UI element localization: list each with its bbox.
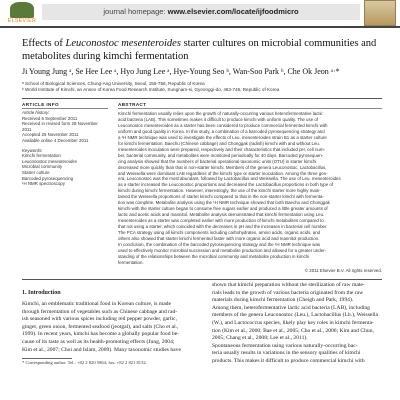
abstract-body (118, 111, 382, 266)
publisher-tree-icon (10, 2, 34, 18)
abstract-line: tained the Weissella proportions of starter kimchi compared to that in the non-starter kimchi with fermenta- (118, 194, 324, 200)
body-column-left (22, 290, 192, 365)
paragraph-line: rials leads to the growth of various bacteria originated from the raw (212, 289, 364, 296)
introduction-text-left (22, 301, 192, 354)
paragraph-line: Spontaneous fermentation using various naturally-occurring bac- (212, 342, 358, 349)
paragraph-line: tion (Kim et al., 2000; Bae et al., 2005; Cho et al., 2006; Kim and Chun, (212, 327, 374, 334)
corresponding-author-footnote: * Corresponding author. Tel.: +82 2 820 5864; fax: +82 2 821 8132. (22, 359, 147, 365)
section-divider (22, 98, 382, 99)
abstract-line: The PCA strategy using all kimchi components including carbohydrates, amino acids, organic acids, and (118, 230, 321, 236)
author-list[interactable]: Ji Young Jung ᵃ, Se Hee Lee ᵃ, Hyo Jung Lee ᵃ, Hye-Young Seo ᵇ, Wan-Soo Park ᵇ, Che Ok Jeon ᵃ·* (22, 67, 340, 76)
abstract-line: tion was complete. Metabolite analysis using the ¹H NMR technique showed that both Baechu and Chonggak (118, 200, 330, 206)
paragraph-line: products. This makes it difficult to produce commercial kimchi with (212, 357, 365, 364)
affiliation-a: ᵃ School of Biological Sciences, Chung-Ang University, Seoul, 156-756, Republic of Korea (22, 81, 205, 86)
journal-homepage-text (42, 7, 360, 16)
footnote-divider (22, 358, 72, 359)
abstract-line: standing of the relationships between the microbial community and metabolite production in kimchi (118, 253, 310, 259)
journal-homepage-bar (42, 4, 360, 20)
article-info-heading: ARTICLE INFO (22, 102, 108, 109)
keywords-label: Keywords: (22, 147, 43, 153)
title-line-1: Effects of Leuconostoc mesenteroides starter cultures on microbial communities and (22, 38, 377, 49)
abstract-line: uniform and good quality in Korea. In this study, a combination of a barcoded pyrosequencing strategy and (118, 128, 325, 134)
abstract-panel (118, 102, 382, 273)
journal-cover-thumbnail[interactable] (364, 0, 396, 26)
paragraph-line: cause of its taste as well as its health-promoting effects (Jung, 2004; (22, 338, 175, 345)
abstract-line: a ¹H NMR technique was used to investigate the effects of Leu. mesenteroides strain B1 as a starter culture (118, 134, 327, 140)
abstract-line: for kimchi fermentation. Baechu (Chinese cabbage) and Chonggak (radish) kimchi with and without Leu. (118, 140, 321, 146)
abstract-line: In conclusion, the combination of the barcoded pyrosequencing strategy and the ¹H NMR technique was (118, 241, 321, 247)
abstract-heading: ABSTRACT (118, 102, 382, 109)
paragraph-line: Among them, heterofermentative lactic acid bacteria (LAB), including (212, 304, 370, 311)
paragraph-line: (W.), and Lactococcus species, likely play key roles in kimchi fermenta- (212, 319, 374, 326)
history-label: Article history: (22, 110, 50, 115)
introduction-text-right (212, 282, 382, 366)
abstract-line: that not using a starter, which coincided with the decreases in pH and the increases in bacterial cell number. (118, 224, 328, 230)
abstract-line: decreased more quickly than that in non-starter kimchi. Members of the genera Leuconostoc, Lactobacillus, (118, 164, 327, 170)
abstract-line: lactic and acetic acids and mannitol. Metabolite analysis demonstrated that kimchi fermentation using Leu. (118, 212, 325, 218)
abstract-line: fermentation. (118, 259, 144, 265)
paragraph-line: ginger, green onion, fermented seafood (jeotgal), and salts (Cho et al., (22, 323, 179, 330)
affiliations (22, 81, 392, 93)
journal-header (0, 0, 400, 26)
homepage-link[interactable]: www.elsevier.com/locate/ijfoodmicro (167, 7, 299, 16)
abstract-line: acid bacteria (LAB). This sometimes makes it difficult to produce kimchi with uniform quality. The use of (118, 116, 319, 122)
abstract-line: Kimchi fermentation usually relies upon the growth of naturally-occurring various heterofermentative lactic (118, 111, 323, 116)
paragraph-line: members of the genera Leuconostoc (Leu.), Lactobacillus (Lb.), Weissella (212, 312, 378, 319)
abstract-line: kimchi during kimchi fermentation. However, interestingly, the use of the kimchi starter more highly main- (118, 188, 321, 194)
paragraph-line: teria usually results in variations in the sensory qualities of kimchi (212, 350, 361, 357)
paragraph-line: 1999). In recent years, kimchi has become a globally popular food be- (22, 331, 180, 338)
keyword: Barcoded pyrosequencing (22, 175, 74, 181)
introduction-heading: 1. Introduction (22, 290, 61, 296)
abstract-line: others also showed that starter kimchi fermented faster with more organic acid and mannitol production. (118, 236, 320, 242)
copyright-notice: © 2011 Elsevier B.V. All rights reserved. (304, 267, 382, 273)
paragraph-line: through fermentation of vegetables such as Chinese cabbage and rad- (22, 308, 178, 315)
history-item: Received in revised form 28 November 2011 (22, 121, 98, 132)
article-info-panel (22, 102, 108, 187)
abstract-line: as a starter increased the Leuconostoc proportions and decreased the Lactobacillus proportions in both type of (118, 182, 334, 188)
paragraph-line: ish seasoned with various spices including red pepper powder, garlic, (22, 316, 177, 323)
abstract-line: ber, bacterial community, and metabolites were monitored periodically for 40 days. Barcoded pyrosequen- (118, 152, 324, 158)
abstract-line: Leuconostoc mesenteroides as a starter has been considered to produce commercial fermented kimchi with (118, 122, 328, 128)
body-column-right (212, 282, 382, 366)
abstract-line: cing analysis showed that the numbers of bacterial operational taxonomic units (OTU) in starter kimchi (118, 158, 317, 164)
paragraph-line: Kimchi, an emblematic traditional food in Korean culture, is made (22, 301, 171, 307)
abstract-line: and Weissella were dominant LAB regardless of the kimchi type or starter inoculation. Among the three gen- (118, 170, 328, 176)
history-item: Accepted 26 November 2011 (22, 132, 79, 138)
paragraph-line: shown that kimchi preparation without the sterilization of raw mate- (212, 282, 365, 288)
abstract-line: mesenteroides inoculation were prepared, respectively and their characteristics that included pH, cell num- (118, 146, 325, 152)
abstract-line: used to effectively monitor microbial succession and metabolite production and allowed for a greater under- (118, 247, 327, 253)
title-species: Leuconostoc mesenteroides (65, 38, 181, 49)
keyword: ¹H NMR spectroscopy (22, 181, 65, 187)
homepage-prefix: journal homepage: (103, 7, 166, 16)
paragraph-line: 2005; Chang et al., 2008; Lee et al., 2011). (212, 335, 308, 342)
keyword: Leuconostoc mesenteroides (22, 158, 77, 164)
section-divider (22, 279, 382, 280)
keyword: Kimchi fermentation (22, 153, 61, 159)
keyword: Starter culture (22, 169, 50, 175)
paragraph-line: materials during kimchi fermentation (Cheigh and Park, 1994). (212, 297, 354, 304)
publisher-logo[interactable] (6, 2, 38, 24)
abstract-line: mesenteroides as a starter was completed earlier with more production of kimchi metabolites compared to (118, 218, 324, 224)
paragraph-line: Kim et al., 2007; Choi and Islam, 2009). Many taxonomic studies have (22, 346, 181, 353)
publisher-name: ELSEVIER (7, 18, 37, 24)
affiliation-b: ᵇ World Institute of Kimchi, an Annex of Korea Food Research Institute, Sungnam-si, Gyeonggi-do, 463-746, Republic of Korea (22, 87, 280, 92)
history-item: Received 6 September 2011 (22, 115, 78, 121)
article-title (22, 37, 392, 63)
header-divider (0, 26, 400, 28)
abstract-line: era, Leuconostoc was the most abundant, followed by Lactobacillus and Weissella. The use of Leu. mesenteroides (118, 176, 341, 182)
abstract-line: kimchi with the starter culture began to consume free sugars earlier and produced a little greater amounts of (118, 206, 328, 212)
keyword: Microbial community (22, 164, 63, 170)
title-line-2: metabolites during kimchi fermentation (22, 51, 189, 62)
history-item: Available online 4 December 2011 (22, 137, 89, 143)
